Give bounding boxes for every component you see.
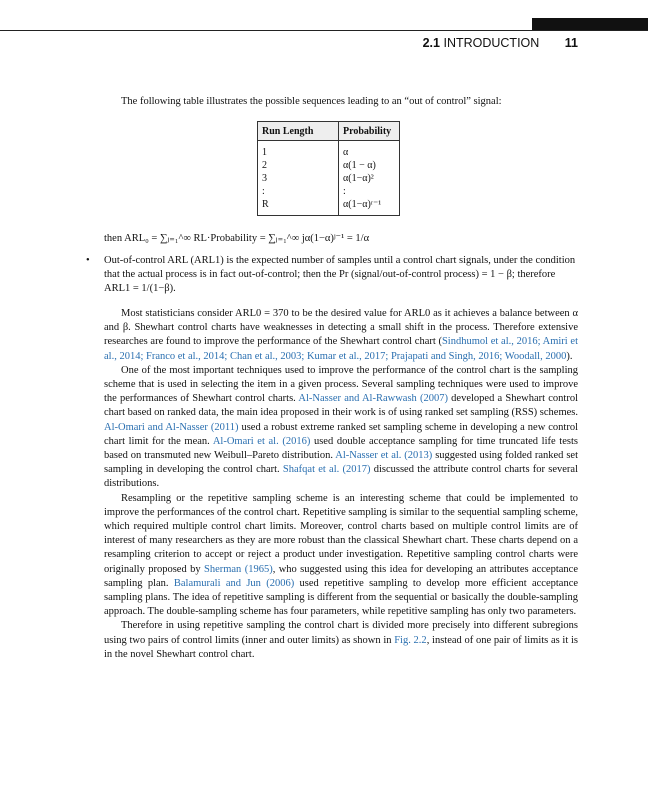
bullet-icon: •: [86, 255, 90, 266]
table-cell: α(1−α)²: [339, 172, 400, 185]
citation-link[interactable]: Shafqat et al. (2017): [282, 464, 371, 476]
col-header-run-length: Run Length: [258, 122, 339, 141]
table-cell: 2: [258, 159, 339, 172]
running-head: [400, 36, 578, 50]
paragraph: [104, 619, 578, 662]
table-cell: α: [339, 141, 400, 160]
text-run: Therefore in using repetitive sampling the control chart is divided more precisely into different subregions using two pairs of control limits (inner and outer limits) as shown in: [104, 620, 578, 646]
paragraph: [104, 307, 578, 364]
citation-link[interactable]: Al-Nasser et al. (2013): [335, 450, 433, 462]
citation-link[interactable]: Al-Nasser and Al-Rawwash (2007): [298, 393, 448, 405]
table-cell: 1: [258, 141, 339, 160]
text-run: One of the most important techniques used to improve the performance of the control chart is the sampling scheme that is used in selecting the item in a given process. Several sampling techniques were used to improve the performances of Shewhart control charts.: [104, 364, 578, 405]
table-row: [258, 141, 400, 160]
citation-link[interactable]: Al-Omari et al. (2016): [212, 435, 311, 447]
text-run: used double acceptance sampling for time truncated life tests based on transmuted new Weibull–Pareto distribution.: [104, 435, 578, 462]
paragraph: [104, 364, 578, 492]
text-run: suggested using folded ranked set sampling in developing the control chart.: [104, 450, 578, 476]
table-cell: α(1 − α): [339, 159, 400, 172]
table-row: [258, 159, 400, 172]
text-run: ).: [566, 350, 573, 362]
body-text: [104, 307, 578, 662]
table-cell: 3: [258, 172, 339, 185]
table-cell: :: [339, 185, 400, 198]
section-number: 2.1: [422, 36, 440, 50]
run-length-table: [257, 121, 400, 216]
citation-link[interactable]: Sindhumol et al., 2016; Amiri et al., 2014; Franco et al., 2014; Chan et al., 2003; Kumar et al., 2017; Prajapati and Singh, 2016; Woodall, 2000: [104, 336, 578, 362]
table-cell: :: [258, 185, 339, 198]
paragraph: [104, 492, 578, 620]
citation-link[interactable]: Balamurali and Jun (2006): [173, 577, 295, 589]
bullet-text: Out-of-control ARL (ARL1) is the expected number of samples until a control chart signals, under the condition that the actual process is in fact out-of-control; then the Pr (signal/out-of-control process) = 1 − β; therefore ARL1 = 1/(1−β).: [104, 255, 576, 295]
table-row: [258, 172, 400, 185]
citation-link[interactable]: Fig. 2.2: [394, 634, 427, 646]
text-run: , who suggested using this idea for developing an attributes acceptance sampling plan.: [104, 563, 578, 589]
table-cell: R: [258, 198, 339, 216]
table-row: [258, 185, 400, 198]
text-run: , instead of one pair of limits as it is in the novel Shewhart control chart.: [104, 634, 578, 660]
header-bar: [532, 18, 648, 30]
text-run: Most statisticians consider ARL0 = 370 to be the desired value for ARL0 as it achieves a balance between α and β. Shewhart control charts have weaknesses in detecting a small shift in the process. Therefore extensive researches are found to improve the performance of the Shewhart control chart (: [104, 308, 578, 348]
col-header-probability: Probability: [339, 122, 400, 141]
header-rule: [0, 30, 648, 31]
text-run: Resampling or the repetitive sampling scheme is an interesting scheme that could be implemented to improve the performances of the control chart. Repetitive sampling is similar to the sequential sampling scheme, which required multiple control chart limits. Moreover, control charts based on multiple control limits are of interest of many researchers as they are more robust than the classical Shewhart chart. These charts depend on a resampling criterion to accept or reject a product under investigation. Repetitive sampling control charts were originally proposed by: [104, 492, 578, 575]
text-run: used a robust extreme ranked set sampling scheme in developing a new control chart limit for the mean.: [104, 421, 578, 447]
table-intro: The following table illustrates the possible sequences leading to an “out of control” signal:: [121, 96, 502, 107]
arl0-formula: then ARL₀ = ∑ⱼ₌₁^∞ RL·Probability = ∑ⱼ₌₁^∞ jα(1−α)ʲ⁻¹ = 1/α: [104, 233, 370, 244]
text-run: developed a Shewhart control chart based on ranked data, the main idea proposed in their work is of using ranked set sampling (RSS) schemes.: [104, 393, 578, 419]
page-number: 11: [564, 36, 578, 50]
table-row: [258, 198, 400, 216]
table-cell: α(1−α)ʳ⁻¹: [339, 198, 400, 216]
text-run: used repetitive sampling to develop more efficient acceptance sampling plans. The idea of repetitive sampling is different from the sequential or basically the double-sampling approach. The double-sampling scheme has four parameters, while repetitive sampling has only two parameters.: [104, 577, 579, 618]
text-run: discussed the attribute control charts for several distributions.: [104, 464, 578, 490]
bullet-item: [86, 254, 578, 297]
citation-link[interactable]: Sherman (1965): [203, 563, 273, 575]
citation-link[interactable]: Al-Omari and Al-Nasser (2011): [104, 421, 239, 433]
section-title: INTRODUCTION: [443, 36, 540, 50]
